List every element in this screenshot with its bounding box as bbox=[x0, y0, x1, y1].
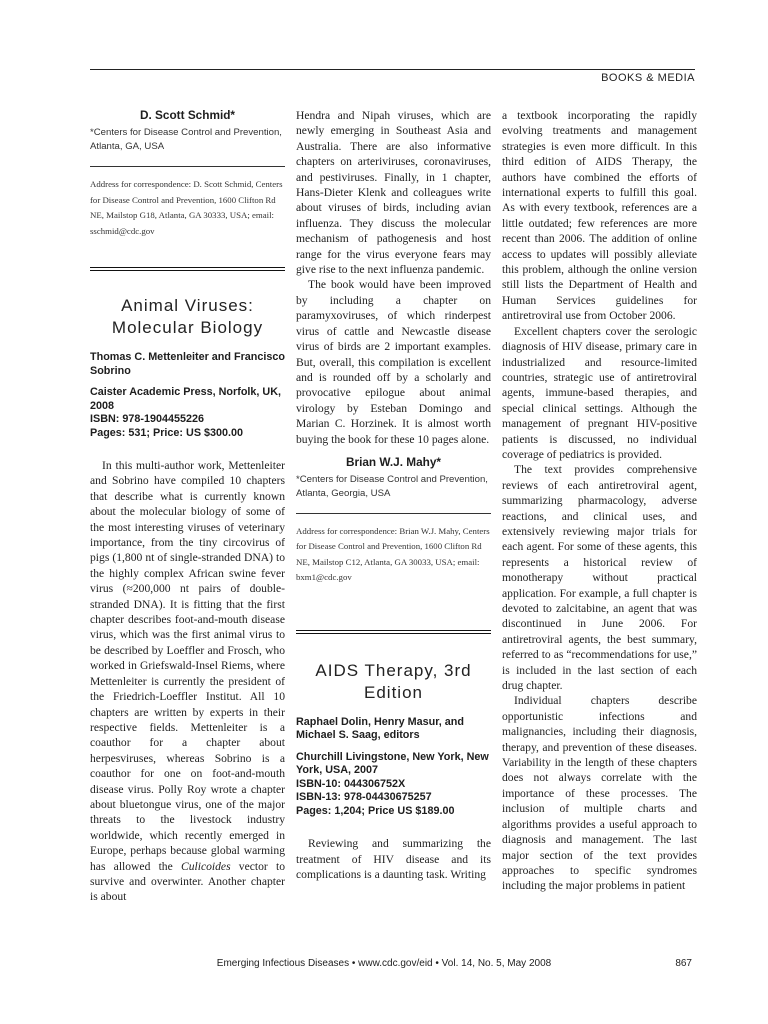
column-3 bbox=[502, 108, 697, 894]
column-1 bbox=[90, 108, 285, 905]
review2-publication-info bbox=[90, 386, 285, 440]
review2-paragraph-2: The book would have been improved by including a chapter on paramyxoviruses, of which rinderpest virus of cattle and Newcastle disease virus of birds are 2 important examples. But, overall, this compilation is excellent and is rounded off by a scholarly and provocative epilogue about animal virology by Esteban Domingo and Marian C. Horzinek. It is almost worth buying the book for these 10 pages alone. bbox=[296, 278, 491, 446]
review1-author: D. Scott Schmid* bbox=[139, 108, 236, 122]
journal-citation: Emerging Infectious Diseases • www.cdc.gov/eid • Vol. 14, No. 5, May 2008 bbox=[216, 958, 552, 969]
header-rule bbox=[90, 69, 695, 70]
section-divider bbox=[296, 630, 491, 634]
review3-isbn10: ISBN-10: 044306752X bbox=[296, 777, 406, 790]
review2-correspondence: Address for correspondence: Brian W.J. Mahy, Centers for Disease Control and Prevention, 1600 Clifton Rd NE, Mailstop C12, Atlanta, GA 30033, USA; email: bxm1@cdc.gov bbox=[296, 525, 490, 583]
review3-paragraph-1-continued: a textbook incorporating the rapidly evolving treatments and management strategies is even more difficult. In this third edition of AIDS Therapy, the authors have combined the efforts of international experts to fulfill this goal. As with every textbook, references are a little outdated; few references are more recent than 2006. The addition of online access to updates will possibly alleviate this problem, although the online version still lists the Department of Health and Human Services guidelines for antiretroviral use from October 2006. bbox=[502, 109, 697, 323]
review2-affiliation: *Centers for Disease Control and Prevention, Atlanta, Georgia, USA bbox=[296, 473, 488, 499]
review3-publisher: Churchill Livingstone, New York, New York, USA, 2007 bbox=[296, 750, 489, 777]
review2-paragraph-1-continued: Hendra and Nipah viruses, which are newly emerging in Southeast Asia and Australia. There are also informative chapters on arteriviruses, coronaviruses, and pestiviruses. Finally, in 1 chapter, Hans-Dieter Klenk and colleagues write about viruses of birds, including avian influenza. They discuss the molecular mechanism of pathogenesis and host range for the virus everyone fears may give rise to the next influenza pandemic. bbox=[296, 109, 491, 277]
review2-p1-pre: In this multi-author work, Mettenleiter and Sobrino have compiled 10 chapters that describe what is currently known about the molecular biology of some of the most interesting viruses of veterinary importance, from the tiny circovirus of pigs (1,800 nt of single-stranded DNA) to the highly complex African swine fever virus (≈200,000 nt pairs of double-stranded DNA). It is fitting that the first chapter describes foot-and-mouth disease virus, which was the first animal virus to be described by Loeffler and Frosch, who worked in Griefswald-Insel Riems, where Mettenleiter is currently the president of the Friedrich-Loeffler Institut. All 10 chapters are written by experts in their respective fields. Mettenleiter is a coauthor for a chapter about herpesviruses, whereas Sobrino is a coauthor for one on foot-and-mouth disease virus. Polly Roy wrote a chapter about bluetongue virus, one of the major threats to the livestock industry worldwide, which recently emerged in Europe, perhaps because global warming has allowed the bbox=[90, 459, 285, 873]
divider bbox=[296, 513, 491, 514]
section-divider bbox=[90, 267, 285, 271]
divider bbox=[90, 166, 285, 167]
column-2 bbox=[296, 108, 491, 883]
review3-paragraph-4: Individual chapters describe opportunistic infections and malignancies, including their diagnosis, therapy, and prevention of these diseases. Variability in the length of these chapters does not always correlate with the importance of these processes. The inclusion of multiple charts and algorithms provides a useful approach to diagnosis and management. The last major section of the text provides approaches to specific syndromes including the major problems in patient bbox=[502, 694, 697, 893]
review2-p1-post: vector to survive and overwinter. Another chapter is about bbox=[90, 859, 285, 904]
review2-paragraph-1 bbox=[90, 458, 285, 905]
section-label: BOOKS & MEDIA bbox=[601, 72, 695, 84]
review3-paragraph-1: Reviewing and summarizing the treatment of HIV disease and its complications is a daunting task. Writing bbox=[296, 837, 491, 882]
review3-pages-price: Pages: 1,204; Price US $189.00 bbox=[296, 804, 455, 817]
review2-publisher: Caister Academic Press, Norfolk, UK, 2008 bbox=[90, 386, 282, 412]
review2-isbn: ISBN: 978-1904455226 bbox=[90, 413, 205, 425]
review3-paragraph-2: Excellent chapters cover the serologic diagnosis of HIV disease, primary care in industrialized and resource-limited countries, strategic use of antiretroviral agents, immune-based therapies, and special clinical settings. Although the management of pregnant HIV-positive patients is discussed, no individual coverage of pediatrics is provided. bbox=[502, 324, 697, 461]
review1-correspondence: Address for correspondence: D. Scott Schmid, Centers for Disease Control and Prevention, 1600 Clifton Rd NE, Mailstop G18, Atlanta, GA 30333, USA; email: sschmid@cdc.gov bbox=[90, 179, 283, 236]
page-number: 867 bbox=[675, 958, 692, 969]
review3-publication-info bbox=[296, 751, 491, 819]
review2-reviewer: Brian W.J. Mahy* bbox=[345, 454, 442, 469]
review2-pages-price: Pages: 531; Price: US $300.00 bbox=[90, 426, 244, 439]
review2-title: Animal Viruses: Molecular Biology bbox=[111, 296, 264, 337]
review1-affiliation: *Centers for Disease Control and Prevention, Atlanta, GA, USA bbox=[90, 127, 282, 152]
review2-p1-italic: Culicoides bbox=[180, 859, 231, 873]
review3-title: AIDS Therapy, 3rd Edition bbox=[315, 660, 472, 702]
review3-editors: Raphael Dolin, Henry Masur, and Michael S. Saag, editors bbox=[296, 715, 464, 742]
review2-editors: Thomas C. Mettenleiter and Francisco Sobrino bbox=[90, 351, 285, 377]
review3-isbn13: ISBN-13: 978-04430675257 bbox=[296, 791, 432, 804]
review3-paragraph-3: The text provides comprehensive reviews of each antiretroviral agent, summarizing pharmacology, adverse reactions, and clinical uses, and extensively reviewing major trials for each agent. For some of these agents, this represents a historical review of monotherapy without practical application. For example, a full chapter is devoted to zalcitabine, an agent that was discontinued in June 2006. For antiretroviral agents, the best summary, referred to as “recommendations for use,” is included in the last section of each drug chapter. bbox=[502, 463, 697, 693]
